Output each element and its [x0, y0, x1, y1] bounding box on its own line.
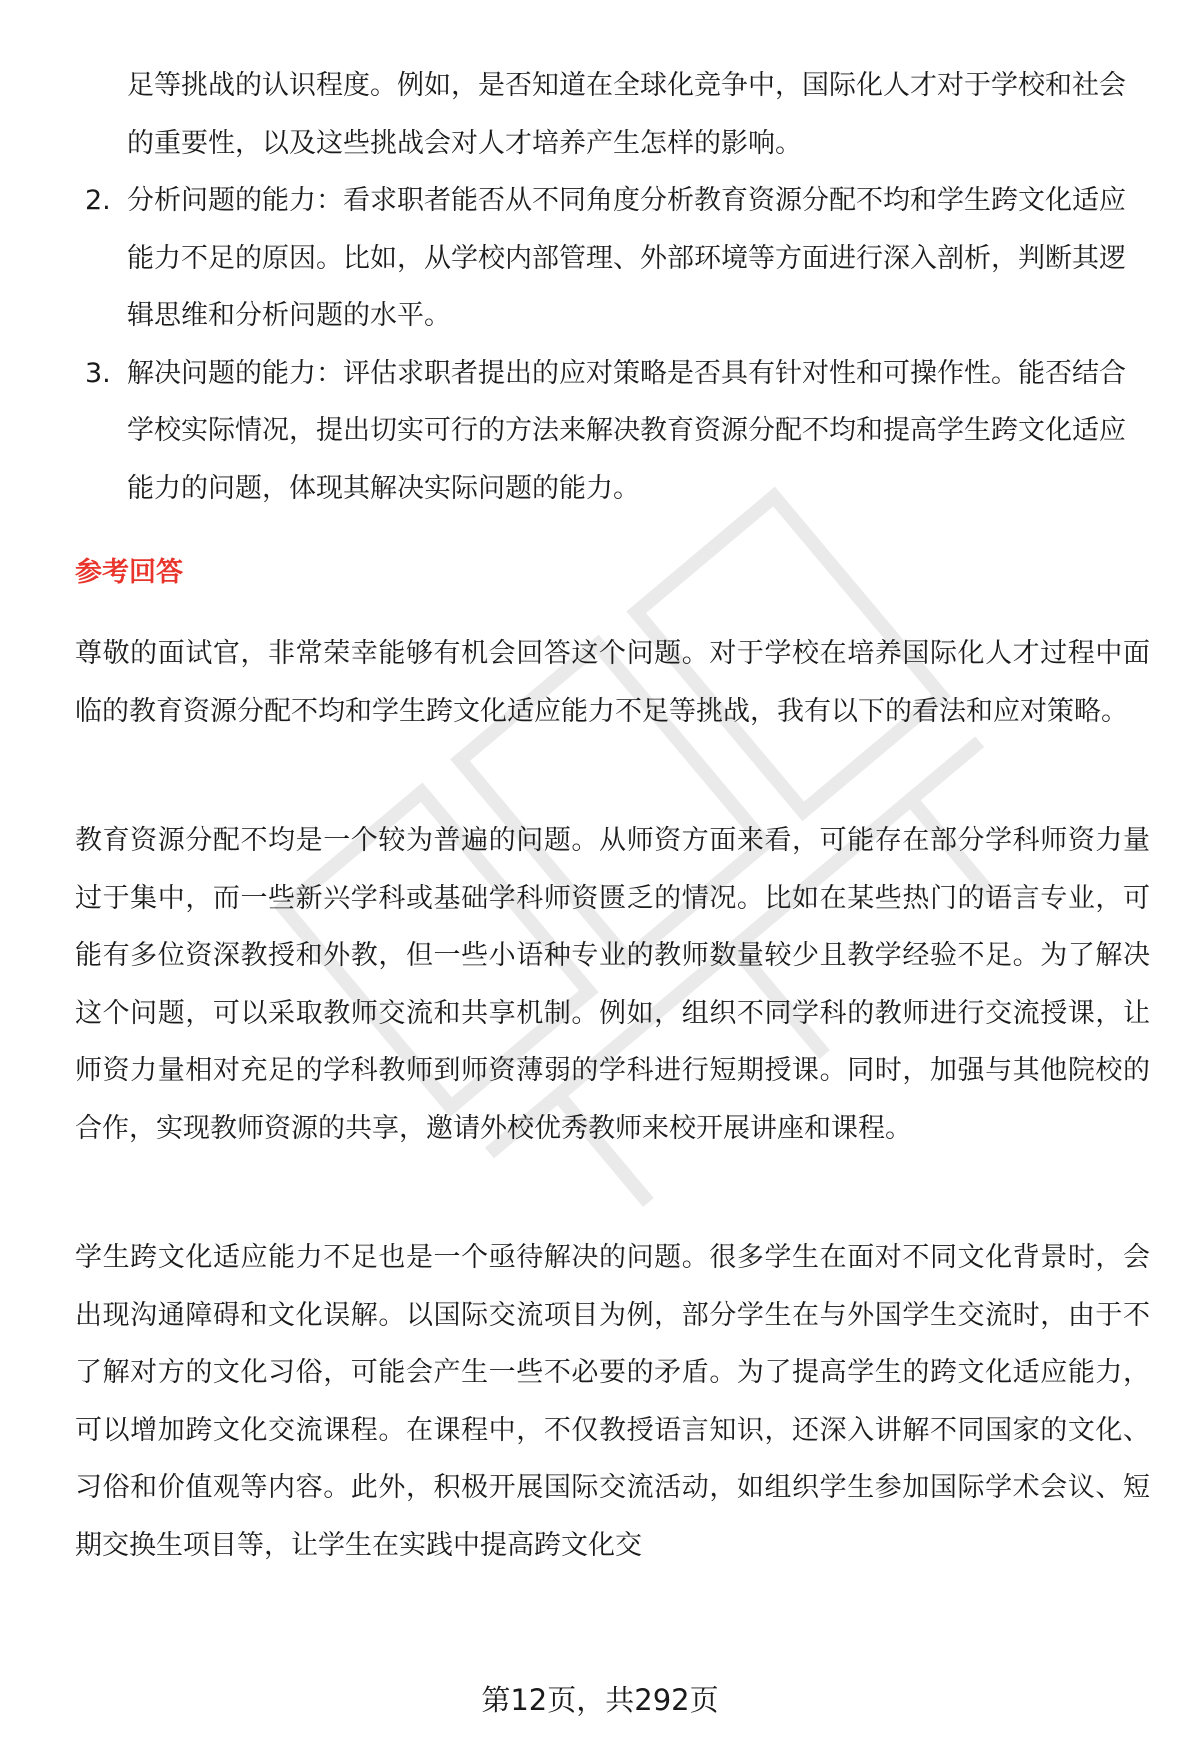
- section-heading: 参考回答: [75, 557, 183, 588]
- criteria-list: [75, 57, 1150, 517]
- list-item-text: 分析问题的能力：看求职者能否从不同角度分析教育资源分配不均和学生跨文化适应能力不足的原因。比如，从学校内部管理、外部环境等方面进行深入剖析，判断其逻辑思维和分析问题的水平。: [127, 185, 1126, 331]
- paragraph: 学生跨文化适应能力不足也是一个亟待解决的问题。很多学生在面对不同文化背景时，会出现沟通障碍和文化误解。以国际交流项目为例，部分学生在与外国学生交流时，由于不了解对方的文化习俗，可能会产生一些不必要的矛盾。为了提高学生的跨文化适应能力，可以增加跨文化交流课程。在课程中，不仅教授语言知识，还深入讲解不同国家的文化、习俗和价值观等内容。此外，积极开展国际交流活动，如组织学生参加国际学术会议、短期交换生项目等，让学生在实践中提高跨文化交: [75, 1242, 1150, 1561]
- list-item-text: 解决问题的能力：评估求职者提出的应对策略是否具有针对性和可操作性。能否结合学校实际情况，提出切实可行的方法来解决教育资源分配不均和提高学生跨文化适应能力的问题，体现其解决实际问题的能力。: [127, 357, 1126, 504]
- list-item: [75, 172, 1150, 345]
- list-number: 2.: [85, 185, 111, 216]
- paragraph: 教育资源分配不均是一个较为普遍的问题。从师资方面来看，可能存在部分学科师资力量过于集中，而一些新兴学科或基础学科师资匮乏的情况。比如在某些热门的语言专业，可能有多位资深教授和外教，但一些小语种专业的教师数量较少且教学经验不足。为了解决这个问题，可以采取教师交流和共享机制。例如，组织不同学科的教师进行交流授课，让师资力量相对充足的学科教师到师资薄弱的学科进行短期授课。同时，加强与其他院校的合作，实现教师资源的共享，邀请外校优秀教师来校开展讲座和课程。: [75, 825, 1150, 1144]
- list-item-continuation: [75, 57, 1150, 172]
- list-item-text: 足等挑战的认识程度。例如，是否知道在全球化竞争中，国际化人才对于学校和社会的重要性，以及这些挑战会对人才培养产生怎样的影响。: [127, 70, 1126, 159]
- list-number: 3.: [85, 357, 111, 389]
- paragraph: 尊敬的面试官，非常荣幸能够有机会回答这个问题。对于学校在培养国际化人才过程中面临的教育资源分配不均和学生跨文化适应能力不足等挑战，我有以下的看法和应对策略。: [75, 638, 1150, 727]
- list-item: [75, 345, 1150, 518]
- page-footer: 第12页，共292页: [481, 1683, 719, 1717]
